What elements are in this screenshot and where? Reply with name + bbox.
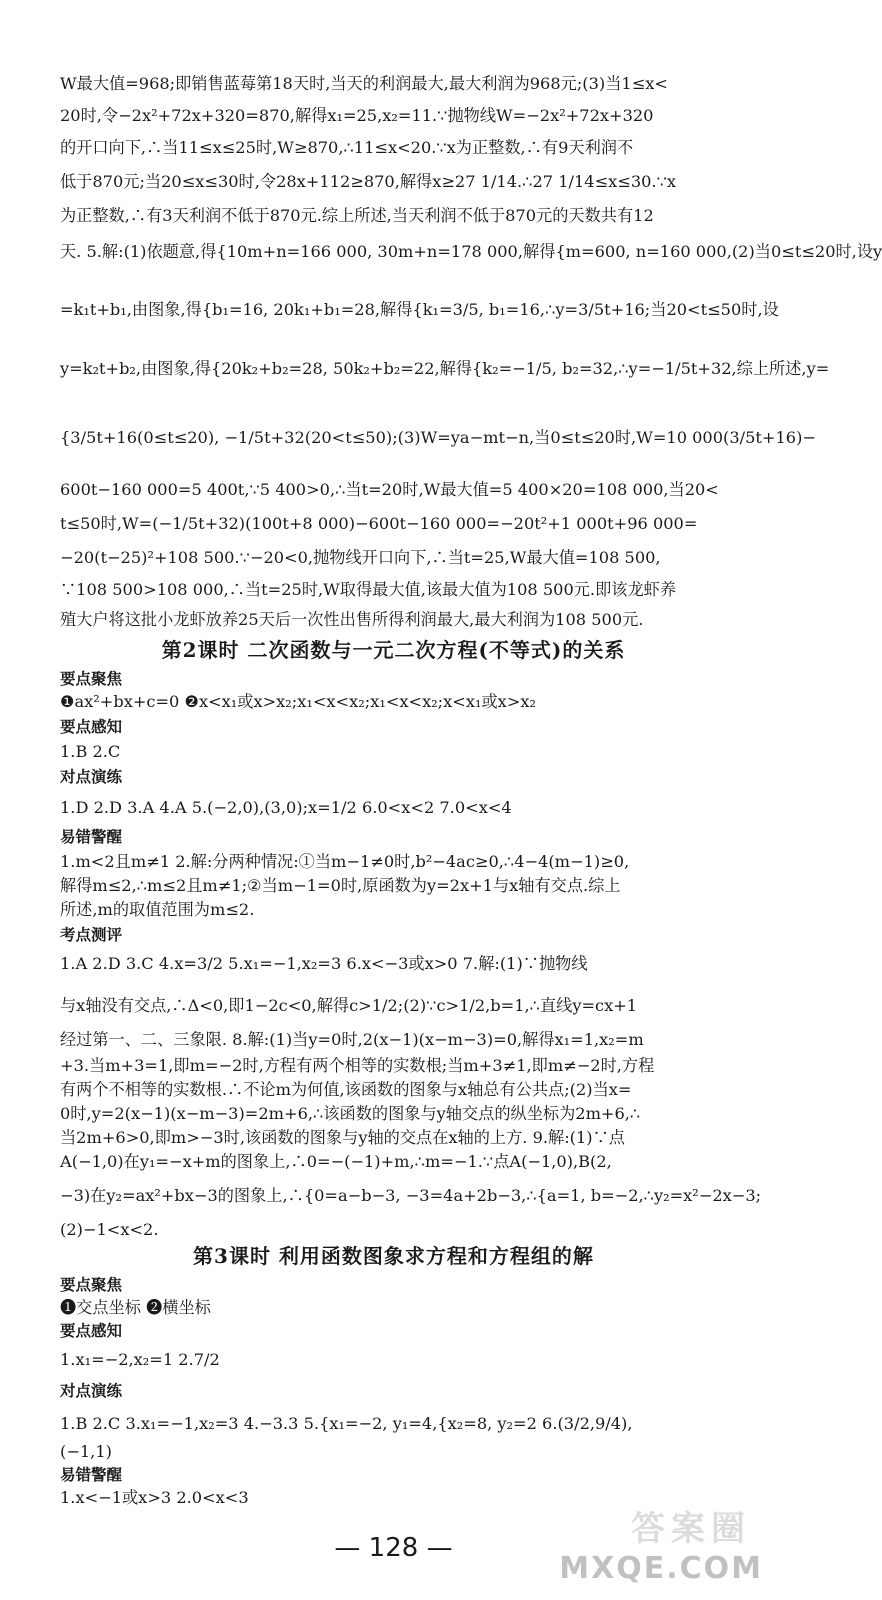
text-line: −3)在y₂=ax²+bx−3的图象上,∴{0=a−b−3, −3=4a+2b−3,∴{a=1, b=−2,∴y₂=x²−2x−3; — [60, 1186, 762, 1205]
text-line: +3.当m+3=1,即m=−2时,方程有两个相等的实数根;当m+3≠1,即m≠−2时,方程 — [60, 1056, 655, 1075]
watermark-logo-url: MXQE.COM — [559, 1551, 763, 1586]
text-line: 的开口向下,∴当11≤x≤25时,W≥870,∴11≤x<20.∵x为正整数,∴有9天利润不 — [60, 138, 634, 157]
section-heading: 对点演练 — [60, 1382, 123, 1400]
page-number: — 128 — — [334, 1533, 453, 1563]
section-heading: 考点测评 — [60, 926, 123, 944]
text-line: (−1,1) — [60, 1442, 112, 1461]
text-line: W最大值=968;即销售蓝莓第18天时,当天的利润最大,最大利润为968元;(3)当1≤x< — [60, 74, 668, 93]
text-line: {3/5t+16(0≤t≤20), −1/5t+32(20<t≤50);(3)W=ya−mt−n,当0≤t≤20时,W=10 000(3/5t+16)− — [60, 428, 816, 447]
watermark-logo-top: 答案圈 — [631, 1509, 751, 1549]
text-line: 当2m+6>0,即m>−3时,该函数的图象与y轴的交点在x轴的上方. 9.解:(1)∵点 — [60, 1128, 625, 1147]
section-heading: 要点聚焦 — [60, 1276, 123, 1294]
text-line: 所述,m的取值范围为m≤2. — [60, 900, 255, 919]
text-line: 1.x<−1或x>3 2.0<x<3 — [60, 1488, 249, 1507]
section-heading: 易错警醒 — [60, 828, 123, 846]
text-line: 经过第一、二、三象限. 8.解:(1)当y=0时,2(x−1)(x−m−3)=0,解得x₁=1,x₂=m — [60, 1030, 644, 1049]
text-line: 解得m≤2,∴m≤2且m≠1;②当m−1=0时,原函数为y=2x+1与x轴有交点.综上 — [60, 876, 621, 895]
lesson-3-title: 第3课时 利用函数图象求方程和方程组的解 — [193, 1244, 594, 1268]
text-line: 1.D 2.D 3.A 4.A 5.(−2,0),(3,0);x=1/2 6.0<x<2 7.0<x<4 — [60, 798, 512, 817]
text-line: 1.B 2.C — [60, 742, 121, 761]
text-line: 1.B 2.C 3.x₁=−1,x₂=3 4.−3.3 5.{x₁=−2, y₁=4,{x₂=8, y₂=2 6.(3/2,9/4), — [60, 1414, 633, 1433]
section-heading: 对点演练 — [60, 768, 123, 786]
text-line: ❶ax²+bx+c=0 ❷x<x₁或x>x₂;x₁<x<x₂;x₁<x<x₂;x<x₁或x>x₂ — [60, 692, 536, 711]
text-line: 有两个不相等的实数根.∴不论m为何值,该函数的图象与x轴总有公共点;(2)当x= — [60, 1080, 632, 1099]
text-line: 1.x₁=−2,x₂=1 2.7/2 — [60, 1350, 220, 1369]
text-line: A(−1,0)在y₁=−x+m的图象上,∴0=−(−1)+m,∴m=−1.∵点A(−1,0),B(2, — [60, 1152, 612, 1171]
text-line: 低于870元;当20≤x≤30时,令28x+112≥870,解得x≥27 1/14.∴27 1/14≤x≤30.∵x — [60, 172, 676, 191]
lesson-2-title: 第2课时 二次函数与一元二次方程(不等式)的关系 — [161, 638, 626, 662]
text-line: ∵108 500>108 000,∴当t=25时,W取得最大值,该最大值为108 500元.即该龙虾养 — [60, 580, 677, 599]
text-line: 20时,令−2x²+72x+320=870,解得x₁=25,x₂=11.∵抛物线W=−2x²+72x+320 — [60, 106, 654, 125]
text-line: −20(t−25)²+108 500.∵−20<0,抛物线开口向下,∴当t=25,W最大值=108 500, — [60, 548, 661, 567]
text-line: 1.m<2且m≠1 2.解:分两种情况:①当m−1≠0时,b²−4ac≥0,∴4−4(m−1)≥0, — [60, 852, 630, 871]
text-line: 为正整数,∴有3天利润不低于870元.综上所述,当天利润不低于870元的天数共有12 — [60, 206, 654, 225]
section-heading: 易错警醒 — [60, 1466, 123, 1484]
text-line: 1.A 2.D 3.C 4.x=3/2 5.x₁=−1,x₂=3 6.x<−3或x>0 7.解:(1)∵抛物线 — [60, 954, 588, 973]
section-heading: 要点聚焦 — [60, 670, 123, 688]
text-line: 天. 5.解:(1)依题意,得{10m+n=166 000, 30m+n=178 000,解得{m=600, n=160 000,(2)当0≤t≤20时,设y — [60, 242, 882, 261]
text-line: 殖大户将这批小龙虾放养25天后一次性出售所得利润最大,最大利润为108 500元. — [60, 610, 644, 629]
section-heading: 要点感知 — [60, 718, 123, 736]
section-heading: 要点感知 — [60, 1322, 123, 1340]
text-line: y=k₂t+b₂,由图象,得{20k₂+b₂=28, 50k₂+b₂=22,解得{k₂=−1/5, b₂=32,∴y=−1/5t+32,综上所述,y= — [60, 359, 830, 378]
text-line: 与x轴没有交点,∴Δ<0,即1−2c<0,解得c>1/2;(2)∵c>1/2,b=1,∴直线y=cx+1 — [60, 996, 638, 1015]
text-line: 0时,y=2(x−1)(x−m−3)=2m+6,∴该函数的图象与y轴交点的纵坐标为2m+6,∴ — [60, 1104, 641, 1123]
text-line: =k₁t+b₁,由图象,得{b₁=16, 20k₁+b₁=28,解得{k₁=3/5, b₁=16,∴y=3/5t+16;当20<t≤50时,设 — [60, 300, 779, 319]
text-line: 600t−160 000=5 400t,∵5 400>0,∴当t=20时,W最大值=5 400×20=108 000,当20< — [60, 480, 719, 499]
text-line: (2)−1<x<2. — [60, 1220, 159, 1239]
text-line: ❶交点坐标 ❷横坐标 — [60, 1298, 211, 1317]
text-line: t≤50时,W=(−1/5t+32)(100t+8 000)−600t−160 000=−20t²+1 000t+96 000= — [60, 514, 698, 533]
